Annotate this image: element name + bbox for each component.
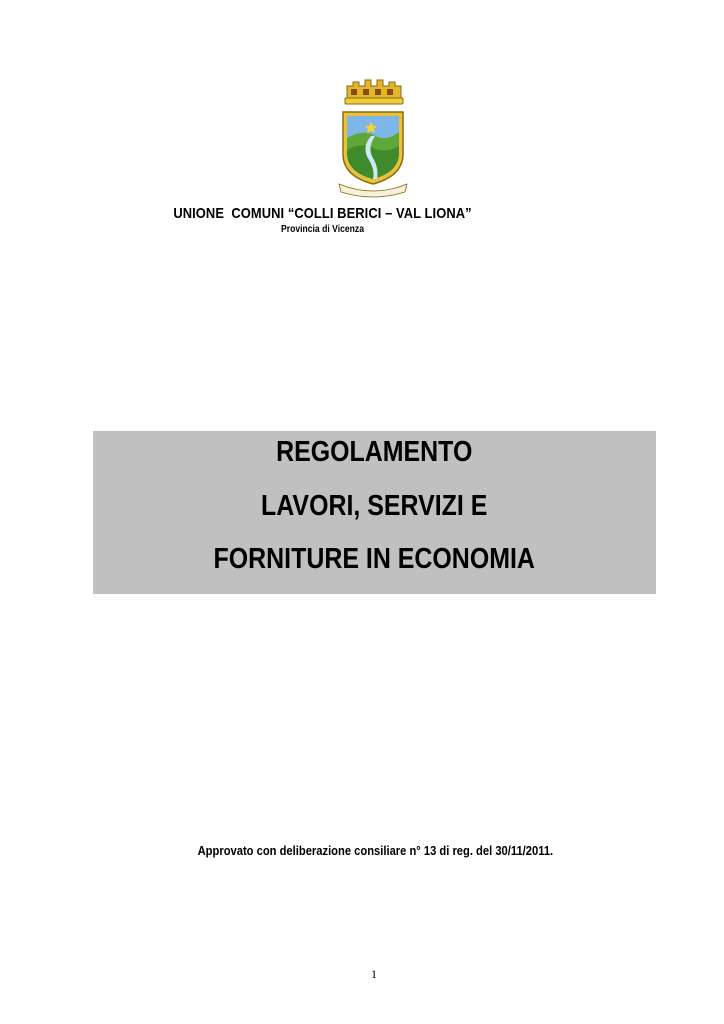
title-box	[93, 431, 656, 594]
title-line: REGOLAMENTO	[276, 436, 473, 468]
title-line: FORNITURE IN ECONOMIA	[213, 543, 535, 575]
crown-icon	[345, 80, 403, 104]
shield-icon	[343, 112, 403, 184]
province-label: Provincia di Vicenza	[280, 224, 365, 235]
coat-of-arms-icon	[335, 76, 411, 200]
title-line: LAVORI, SERVIZI E	[261, 490, 488, 522]
page-number: 1	[371, 967, 377, 981]
organization-name: UNIONE COMUNI “COLLI BERICI – VAL LIONA”	[173, 205, 472, 222]
approval-note: Approvato con deliberazione consiliare n° 13 di reg. del 30/11/2011.	[197, 843, 554, 858]
